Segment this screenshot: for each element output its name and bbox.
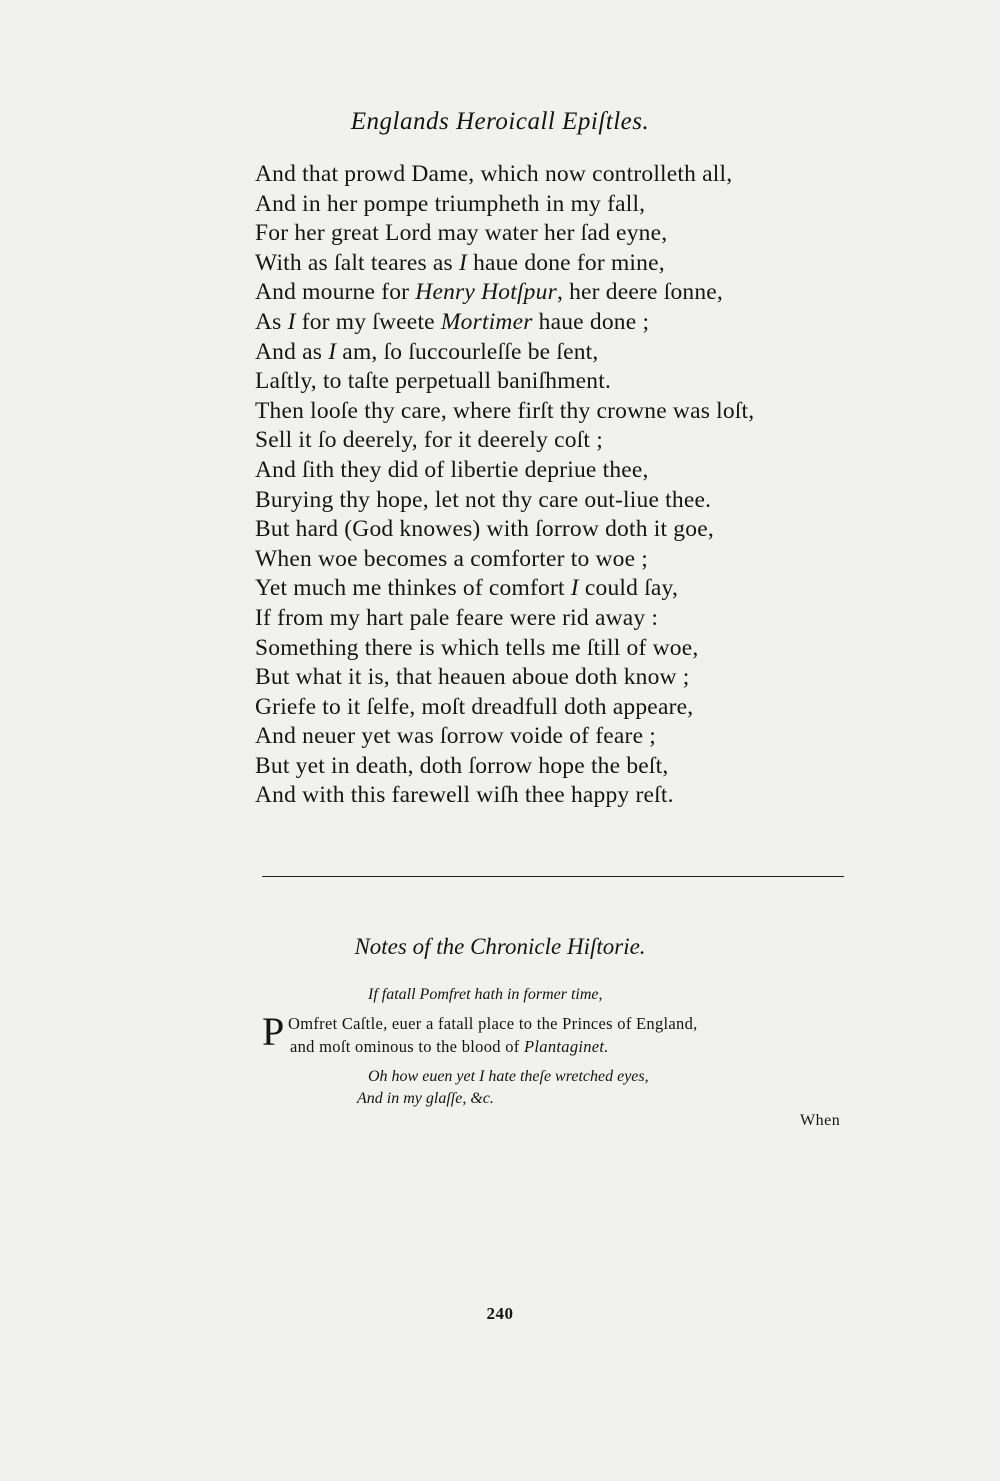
verse-line: And mourne for Henry Hotſpur, her deere ſonne,: [255, 279, 723, 306]
verse-line: Laſtly, to taſte perpetuall baniſhment.: [255, 368, 612, 395]
verse-line: When woe becomes a comforter to woe ;: [255, 545, 649, 572]
verse-line: And with this farewell wiſh thee happy reſt.: [255, 782, 674, 809]
notes-paragraph-line: [262, 1035, 852, 1058]
verse-line: But hard (God knowes) with ſorrow doth it goe,: [255, 516, 714, 543]
notes-quote: And in my glaſſe, &c.: [357, 1090, 494, 1107]
verse-line: And in her pompe triumpheth in my fall,: [255, 190, 646, 217]
verse-line: With as ſalt teares as I haue done for mine,: [255, 249, 665, 276]
verse-line: And neuer yet was ſorrow voide of feare ;: [255, 723, 657, 750]
verse-line: As I for my ſweete Mortimer haue done ;: [255, 308, 650, 335]
verse-block: [255, 160, 875, 811]
verse-line: And that prowd Dame, which now controlleth all,: [255, 161, 733, 187]
catchword: When: [800, 1112, 841, 1129]
running-head: Englands Heroicall Epiſtles.: [350, 108, 650, 135]
notes-quote: Oh how euen yet I hate theſe wretched eyes,: [368, 1068, 649, 1085]
section-rule: [262, 876, 844, 877]
verse-line: But what it is, that heauen aboue doth know ;: [255, 664, 690, 691]
verse-line: Burying thy hope, let not thy care out-liue thee.: [255, 486, 712, 513]
notes-paragraph-line: Omfret Caſtle, euer a fatall place to the Princes of England,: [288, 1014, 698, 1033]
notes-title: Notes of the Chronicle Hiſtorie.: [354, 934, 646, 959]
verse-line: Sell it ſo deerely, for it deerely coſt ;: [255, 427, 603, 454]
verse-line: Something there is which tells me ſtill of woe,: [255, 634, 699, 661]
verse-line: Yet much me thinkes of comfort I could ſay,: [255, 575, 679, 602]
notes-paragraph-text: and moſt ominous to the blood of: [290, 1037, 525, 1056]
drop-cap: P: [262, 1009, 285, 1054]
page-number: 240: [486, 1304, 514, 1323]
verse-line: For her great Lord may water her ſad eyne,: [255, 220, 668, 247]
notes-paragraph: [262, 1009, 852, 1058]
verse-line: But yet in death, doth ſorrow hope the beſt,: [255, 752, 669, 779]
verse-line: Then looſe thy care, where firſt thy crowne was loſt,: [255, 397, 755, 424]
notes-quote: If fatall Pomfret hath in former time,: [368, 986, 603, 1003]
verse-line: Griefe to it ſelfe, moſt dreadfull doth appeare,: [255, 693, 694, 720]
verse-line: If from my hart pale feare were rid away :: [255, 604, 659, 631]
verse-line: And ſith they did of libertie depriue thee,: [255, 456, 649, 483]
notes-paragraph-italic: Plantaginet.: [524, 1037, 609, 1056]
verse-line: And as I am, ſo ſuccourleſſe be ſent,: [255, 338, 599, 365]
